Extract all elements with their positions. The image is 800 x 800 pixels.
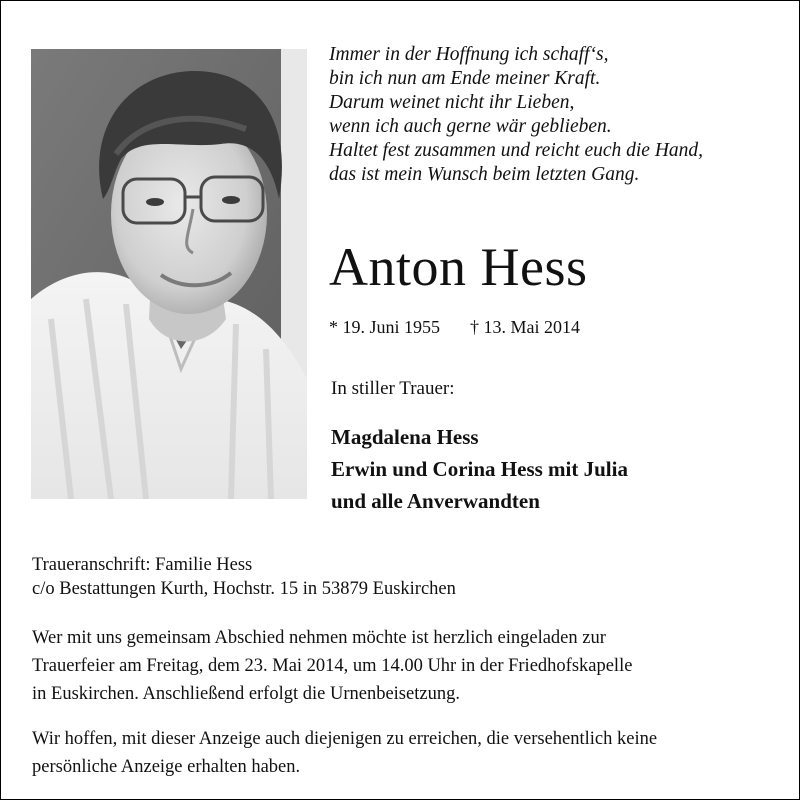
- poem-line: wenn ich auch gerne wär geblieben.: [329, 116, 612, 137]
- service-line: Trauerfeier am Freitag, dem 23. Mai 2014, um 14.00 Uhr in der Friedhofskapelle: [32, 656, 633, 676]
- mourners-list: [331, 421, 628, 517]
- address-line: c/o Bestattungen Kurth, Hochstr. 15 in 53879 Euskirchen: [32, 579, 456, 599]
- death-date: † 13. Mai 2014: [470, 317, 581, 337]
- portrait-icon: [31, 49, 307, 499]
- service-line: in Euskirchen. Anschließend erfolgt die Urnenbeisetzung.: [32, 684, 460, 704]
- closing-paragraph: [32, 725, 782, 781]
- poem-line: Haltet fest zusammen und reicht euch die Hand,: [329, 140, 704, 161]
- poem-line: Immer in der Hoffnung ich schaff‘s,: [329, 44, 609, 65]
- mourner-name: Magdalena Hess: [331, 425, 479, 449]
- closing-line: Wir hoffen, mit dieser Anzeige auch diejenigen zu erreichen, die versehentlich keine: [32, 729, 658, 749]
- poem-line: das ist mein Wunsch beim letzten Gang.: [329, 164, 640, 185]
- poem-line: bin ich nun am Ende meiner Kraft.: [329, 68, 601, 89]
- service-paragraph: [32, 624, 782, 708]
- memorial-poem: [329, 43, 789, 187]
- deceased-name: Anton Hess: [329, 237, 588, 297]
- portrait-photo: [31, 49, 307, 499]
- mourner-name: Erwin und Corina Hess mit Julia: [331, 457, 628, 481]
- mourning-address: [32, 553, 456, 601]
- mourner-name: und alle Anverwandten: [331, 489, 540, 513]
- poem-line: Darum weinet nicht ihr Lieben,: [329, 92, 575, 113]
- service-line: Wer mit uns gemeinsam Abschied nehmen möchte ist herzlich eingeladen zur: [32, 628, 606, 648]
- mourning-label: In stiller Trauer:: [331, 378, 455, 399]
- life-dates: [329, 315, 580, 339]
- birth-date: * 19. Juni 1955: [329, 317, 441, 337]
- closing-line: persönliche Anzeige erhalten haben.: [32, 757, 301, 777]
- address-line: Traueranschrift: Familie Hess: [32, 555, 253, 575]
